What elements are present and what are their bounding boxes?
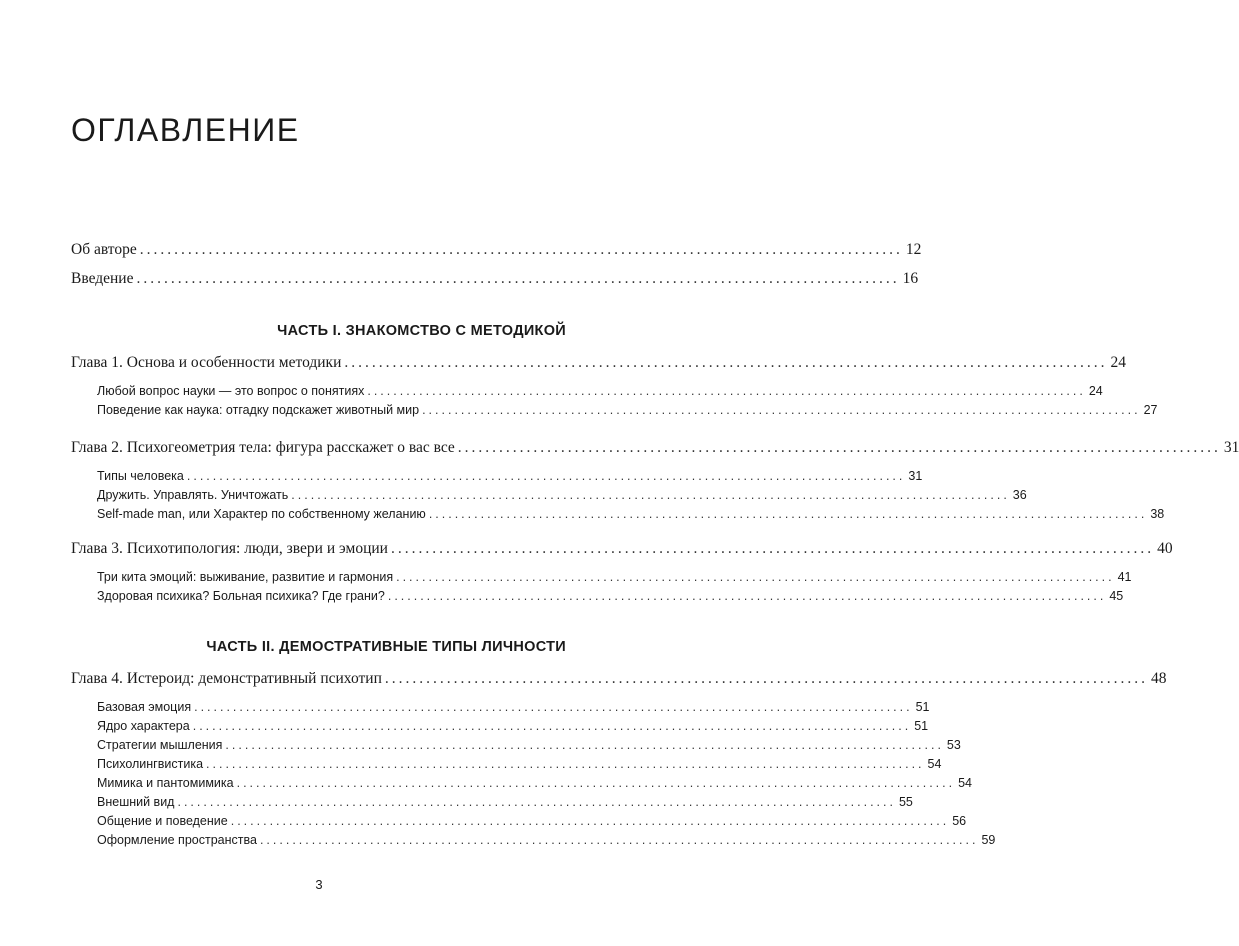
toc-entry-label: Глава 1. Основа и особенности методики [71, 354, 342, 371]
toc-entry-page: 48 [1151, 670, 1167, 687]
toc-entry-label: Поведение как наука: отгадку подскажет животный мир [97, 403, 420, 417]
toc-entry-label: Оформление пространства [97, 833, 257, 847]
toc-section [97, 570, 1132, 584]
dot-leader: ............................................................................................................... [177, 795, 896, 809]
toc-entry-label: Три кита эмоций: выживание, развитие и гармония [97, 570, 394, 584]
toc-entry-label: Базовая эмоция [97, 700, 192, 714]
toc-entry-page: 59 [981, 833, 996, 847]
toc-entry-page: 16 [902, 270, 919, 287]
toc-chapter-2 [71, 439, 1239, 457]
toc-entry-label: Психолингвистика [97, 757, 204, 771]
part-heading-2: ЧАСТЬ II. ДЕМОСТРАТИВНЫЕ ТИПЫ ЛИЧНОСТИ [206, 639, 566, 655]
dot-leader: ............................................................................................................... [390, 540, 1155, 557]
toc-entry-label: Глава 4. Истероид: демонстративный психотип [71, 670, 382, 687]
toc-section [97, 738, 961, 752]
dot-leader: ............................................................................................................... [396, 570, 1115, 584]
dot-leader: ............................................................................................................... [344, 354, 1108, 371]
toc-entry-page: 31 [1223, 439, 1239, 456]
dot-leader: ............................................................................................................... [291, 488, 1010, 502]
toc-entry-introduction [71, 270, 919, 288]
toc-entry-page: 12 [905, 241, 922, 258]
toc-section [97, 507, 1165, 521]
toc-entry-page: 51 [914, 719, 929, 733]
dot-leader: ............................................................................................................... [422, 403, 1141, 417]
toc-entry-page: 40 [1157, 540, 1173, 557]
dot-leader: ............................................................................................................... [236, 776, 956, 790]
dot-leader: ............................................................................................................... [225, 738, 944, 752]
toc-entry-page: 54 [927, 757, 942, 771]
toc-entry-label: Мимика и пантомимика [97, 776, 234, 790]
toc-entry-label: Введение [71, 270, 134, 287]
toc-entry-label: Дружить. Управлять. Уничтожать [97, 488, 289, 502]
toc-section [97, 700, 930, 714]
part-heading-1: ЧАСТЬ I. ЗНАКОМСТВО С МЕТОДИКОЙ [277, 323, 566, 339]
toc-entry-label: Внешний вид [97, 795, 175, 809]
toc-entry-page: 53 [946, 738, 961, 752]
toc-entry-label: Стратегии мышления [97, 738, 223, 752]
dot-leader: ............................................................................................................... [387, 589, 1107, 603]
toc-entry-page: 56 [952, 814, 967, 828]
toc-section [97, 833, 996, 847]
toc-chapter-3 [71, 540, 1173, 558]
toc-section [97, 589, 1124, 603]
toc-entry-page: 54 [958, 776, 973, 790]
toc-section [97, 795, 913, 809]
toc-entry-label: Общение и поведение [97, 814, 228, 828]
dot-leader: ............................................................................................................... [186, 469, 906, 483]
toc-entry-page: 31 [908, 469, 923, 483]
dot-leader: ............................................................................................................... [259, 833, 979, 847]
toc-entry-label: Любой вопрос науки — это вопрос о понятиях [97, 384, 365, 398]
toc-entry-page: 38 [1150, 507, 1165, 521]
toc-entry-page: 41 [1117, 570, 1132, 584]
toc-entry-page: 27 [1143, 403, 1158, 417]
dot-leader: ............................................................................................................... [206, 757, 925, 771]
dot-leader: ............................................................................................................... [230, 814, 950, 828]
toc-section [97, 403, 1158, 417]
toc-entry-label: Типы человека [97, 469, 184, 483]
toc-entry-page: 24 [1088, 384, 1103, 398]
toc-section [97, 719, 929, 733]
toc-section [97, 776, 973, 790]
toc-entry-about-author [71, 241, 922, 259]
dot-leader: ............................................................................................................... [136, 270, 900, 287]
toc-entry-label: Ядро характера [97, 719, 190, 733]
toc-section [97, 469, 923, 483]
toc-section [97, 488, 1027, 502]
toc-chapter-4 [71, 670, 1167, 688]
dot-leader: ............................................................................................................... [139, 241, 903, 258]
toc-entry-page: 24 [1110, 354, 1127, 371]
toc-entry-page: 45 [1109, 589, 1124, 603]
page-number: 3 [315, 877, 323, 892]
toc-section [97, 814, 967, 828]
page-title: ОГЛАВЛЕНИЕ [71, 112, 300, 148]
toc-entry-label: Self-made man, или Характер по собственному желанию [97, 507, 426, 521]
toc-section [97, 757, 942, 771]
dot-leader: ............................................................................................................... [384, 670, 1148, 687]
toc-entry-label: Глава 2. Психогеометрия тела: фигура расскажет о вас все [71, 439, 455, 456]
toc-section [97, 384, 1103, 398]
dot-leader: ............................................................................................................... [457, 439, 1221, 456]
dot-leader: ............................................................................................................... [367, 384, 1086, 398]
toc-entry-label: Об авторе [71, 241, 137, 258]
toc-entry-label: Здоровая психика? Больная психика? Где грани? [97, 589, 385, 603]
dot-leader: ............................................................................................................... [194, 700, 913, 714]
dot-leader: ............................................................................................................... [428, 507, 1148, 521]
toc-entry-label: Глава 3. Психотипология: люди, звери и эмоции [71, 540, 388, 557]
toc-entry-page: 55 [898, 795, 913, 809]
toc-entry-page: 51 [915, 700, 930, 714]
toc-entry-page: 36 [1012, 488, 1027, 502]
toc-chapter-1 [71, 354, 1127, 372]
dot-leader: ............................................................................................................... [192, 719, 912, 733]
